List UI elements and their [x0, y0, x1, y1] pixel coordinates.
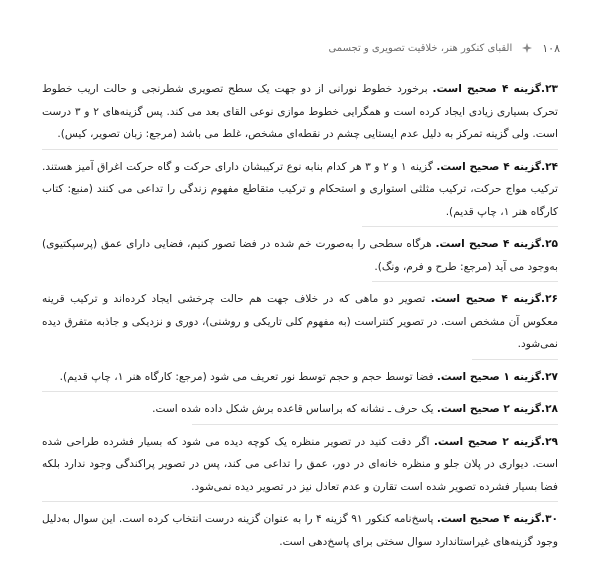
- answer-27: [42, 366, 558, 393]
- answer-explanation: هرگاه سطحی را به‌صورت خم شده در فضا تصور کنیم، فضایی دارای عمق (پرسپکتیوی) به‌وجود می آید (مرجع: طرح و فرم، ونگ).: [42, 238, 558, 273]
- answer-explanation: یک حرف ـ نشانه که براساس قاعده برش شکل داده شده است.: [152, 403, 437, 415]
- answer-key: گزینه ۲ صحیح است.: [433, 435, 542, 448]
- answer-explanation: گزینه ۱ و ۲ و ۳ هر کدام بنابه نوع ترکیبشان دارای حرکت و گاه حرکت اغراق آمیز هستند. ترکیب مواج حرکت، ترکیب مثلثی استواری و استحکام و ترکیب متقاطع مفهوم زندگی را تداعی می کنند (منبع: کتاب کارگاه هنر ۱، چاپ قدیم).: [42, 160, 558, 218]
- answer-explanation: برخورد خطوط نورانی از دو جهت یک سطح تصویری شطرنجی و حالت اریب خطوط تحرک بسیاری زیادی ایجاد کرده است و همگرایی خطوط موازی نوعی القای بعد می کند. پس گزینه‌های ۲ و ۳ درست است. ولی گزینه تمرکز به دلیل عدم ایستایی چشم در نقطه‌ای مشخص، غلط می باشد (مرجع: زبان تصویر، کیس).: [42, 83, 558, 140]
- page-number: ۱۰۸: [542, 41, 560, 55]
- answer-key: گزینه ۴ صحیح است.: [432, 83, 542, 95]
- answer-key: گزینه ۴ صحیح است.: [435, 238, 542, 250]
- answer-key: گزینه ۱ صحیح است.: [436, 370, 542, 383]
- answer-28: [42, 398, 558, 425]
- answer-explanation: تصویر دو ماهی که در خلاف جهت هم حالت چرخشی ایجاد کرده‌اند و ترکیب قرینه معکوس آن مشخص است. در تصویر کنتراست (به مفهوم کلی تاریکی و روشنی)، دوری و نزدیکی و جاذبه متفرق دیده نمی‌شود.: [42, 293, 558, 350]
- answer-29: [42, 431, 558, 503]
- divider: [192, 424, 558, 425]
- answer-number: ۲۸.: [541, 403, 558, 415]
- answer-number: ۲۹.: [541, 435, 558, 448]
- divider: [472, 359, 558, 360]
- answer-explanation: اگر دقت کنید در تصویر منظره یک کوچه دیده می شود که بسیار فشرده طراحی شده است. دیواری در پلان جلو و منظره خانه‌ای در دور، عمق را تداعی می کند، پس در تصویر پراکندگی وجود ندارد بلکه فضا بسیار فشرده تصویر شده است تقارن و عدم تعادل نیز در تصویر دیده نمی‌شود.: [42, 435, 558, 493]
- answer-number: ۲۷.: [541, 370, 558, 383]
- answer-number: ۲۴.: [541, 160, 559, 173]
- answer-key: گزینه ۴ صحیح است.: [436, 513, 542, 525]
- divider: [42, 149, 558, 150]
- answer-23: [42, 78, 558, 150]
- book-title: القبای کنکور هنر، خلاقیت تصویری و تجسمی: [328, 42, 513, 54]
- divider: [362, 226, 558, 227]
- ornament-icon: [522, 43, 532, 53]
- answer-30: [42, 508, 558, 557]
- answer-list: [42, 78, 558, 563]
- answer-explanation: پاسخ‌نامه کنکور ۹۱ گزینه ۴ را به عنوان گزینه درست انتخاب کرده است. این سوال به‌دلیل وجود گزینه‌های غیراستاندارد سوال سختی برای پاسخ‌دهی است.: [42, 513, 558, 548]
- answer-26: [42, 288, 558, 360]
- divider: [42, 391, 558, 392]
- answer-25: [42, 233, 558, 282]
- answer-number: ۲۳.: [541, 83, 558, 95]
- answer-number: ۲۶.: [541, 293, 558, 305]
- answer-24: [42, 156, 558, 228]
- answer-explanation: فضا توسط حجم و حجم توسط نور تعریف می شود (مرجع: کارگاه هنر ۱، چاپ قدیم).: [59, 370, 437, 383]
- divider: [42, 501, 558, 502]
- answer-key: گزینه ۴ صحیح است.: [436, 160, 542, 173]
- answer-number: ۲۵.: [541, 238, 558, 250]
- answer-number: ۳۰.: [541, 513, 559, 525]
- answer-key: گزینه ۴ صحیح است.: [430, 293, 542, 305]
- answer-key: گزینه ۲ صحیح است.: [436, 403, 542, 415]
- page-header: [40, 38, 560, 58]
- divider: [372, 281, 558, 282]
